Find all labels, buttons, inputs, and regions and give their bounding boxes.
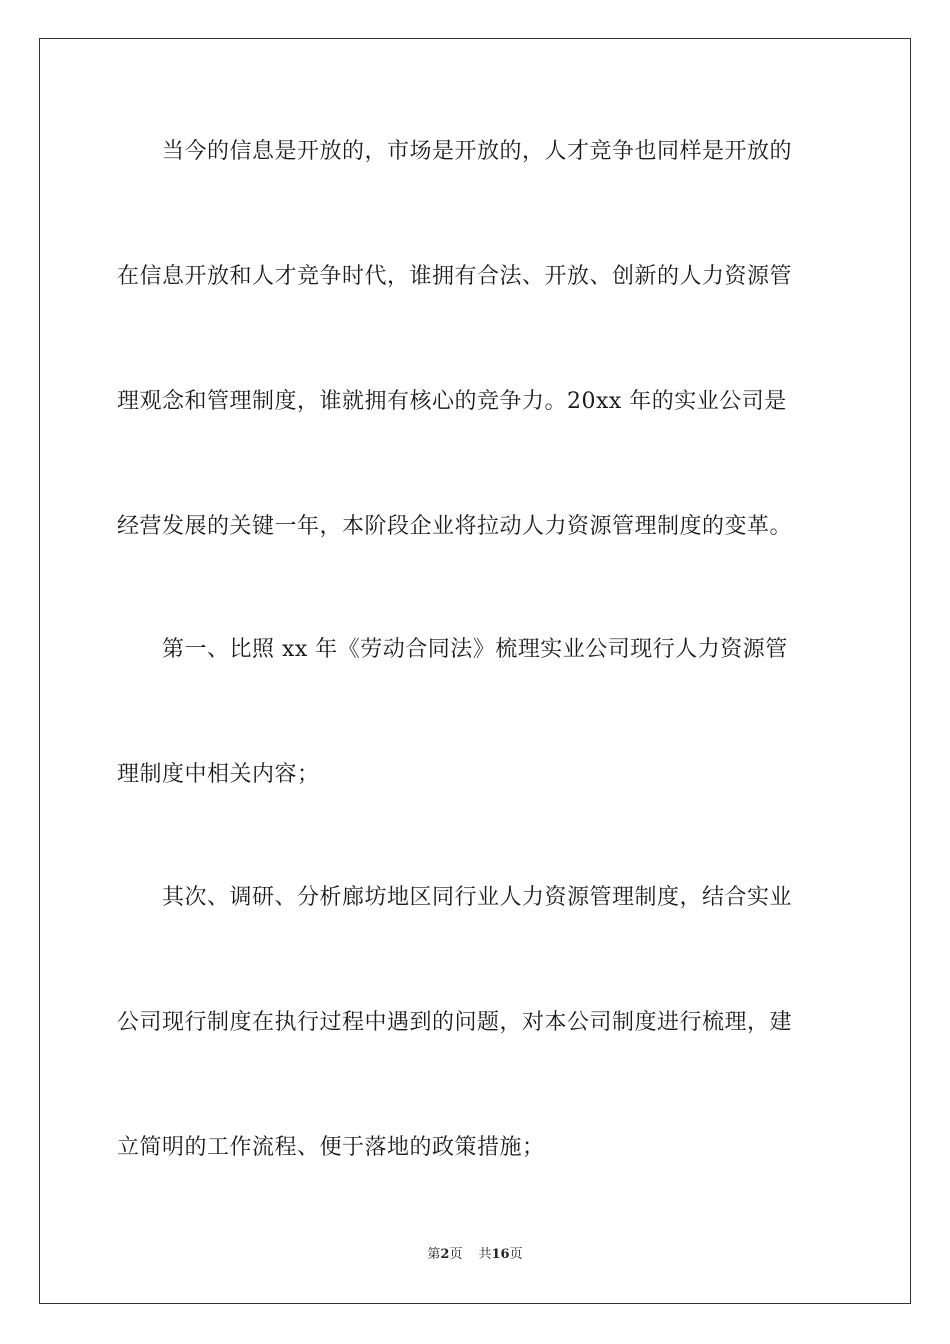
body-line-7: 其次、调研、分析廊坊地区同行业人力资源管理制度，结合实业 [117, 885, 793, 910]
body-line-2: 在信息开放和人才竞争时代，谁拥有合法、开放、创新的人力资源管 [117, 264, 793, 289]
body-line-9: 立简明的工作流程、便于落地的政策措施； [117, 1135, 545, 1160]
body-line-5: 第一、比照 xx 年《劳动合同法》梳理实业公司现行人力资源管 [117, 637, 788, 662]
page-prefix: 第 [427, 1247, 441, 1262]
page-number: 2 [440, 1247, 450, 1262]
body-line-8: 公司现行制度在执行过程中遇到的问题，对本公司制度进行梳理，建 [117, 1010, 793, 1035]
body-line-6: 理制度中相关内容； [117, 762, 320, 787]
page-border [39, 38, 911, 1304]
total-prefix: 共 [478, 1247, 492, 1262]
total-pages: 16 [491, 1247, 510, 1262]
page-footer [0, 1246, 950, 1264]
page-suffix: 页 [449, 1247, 463, 1262]
total-suffix: 页 [509, 1247, 523, 1262]
body-line-1: 当今的信息是开放的，市场是开放的，人才竞争也同样是开放的 [117, 139, 793, 164]
body-line-3: 理观念和管理制度，谁就拥有核心的竞争力。20xx 年的实业公司是 [117, 389, 787, 414]
body-line-4: 经营发展的关键一年，本阶段企业将拉动人力资源管理制度的变革。 [117, 514, 793, 539]
